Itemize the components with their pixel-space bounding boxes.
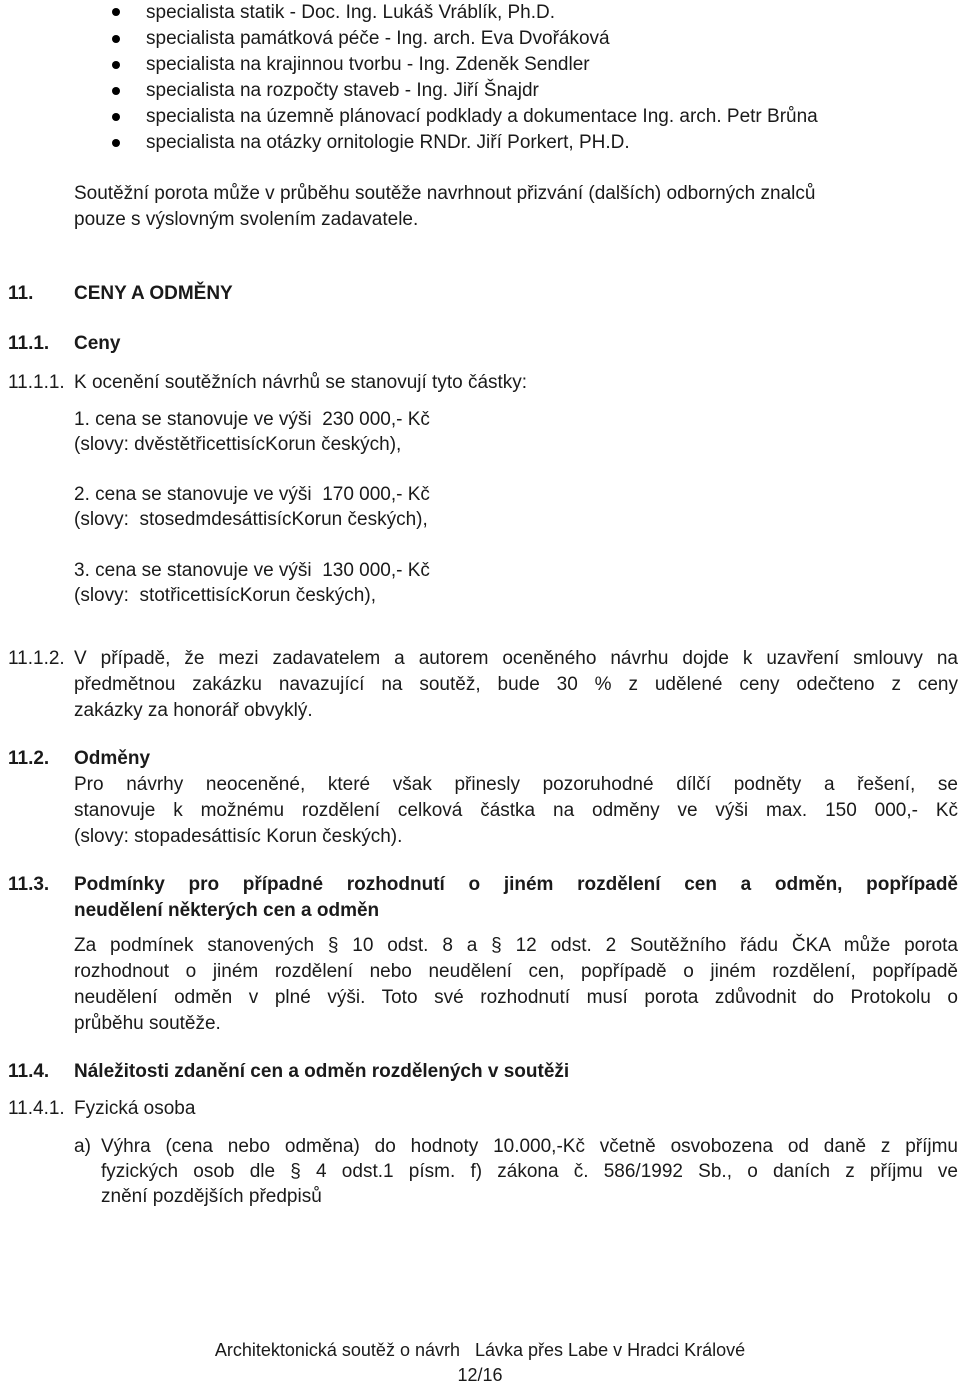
- section-number: 11.: [8, 283, 34, 304]
- list-item: specialista na krajinnou tvorbu - Ing. Zdeněk Sendler: [146, 54, 590, 75]
- porota-note-line2: pouze s výslovným svolením zadavatele.: [74, 209, 419, 230]
- list-item: specialista statik - Doc. Ing. Lukáš Vráblík, Ph.D.: [146, 2, 556, 23]
- paragraph-line: průběhu soutěže.: [74, 1013, 221, 1034]
- subsection-title: Náležitosti zdanění cen a odměn rozdělených v soutěži: [74, 1061, 570, 1082]
- prize-2-amount: 2. cena se stanovuje ve výši 170 000,- Kč: [74, 484, 430, 505]
- bullet-icon: [112, 8, 120, 16]
- porota-note-line1: Soutěžní porota může v průběhu soutěže navrhnout přizvání (dalších) odborných znalců: [74, 183, 816, 204]
- subsection-title: Odměny: [74, 748, 151, 769]
- clause-line: zakázky za honorář obvyklý.: [74, 700, 313, 721]
- bullet-icon: [112, 61, 120, 69]
- clause-title: Fyzická osoba: [74, 1098, 196, 1119]
- bullet-icon: [112, 35, 120, 43]
- clause-number: 11.1.2.: [8, 648, 65, 669]
- clause-number: 11.1.1.: [8, 372, 65, 393]
- section-title: CENY A ODMĚNY: [74, 283, 233, 304]
- bullet-icon: [112, 87, 120, 95]
- subsection-title-cont: neudělení některých cen a odměn: [74, 900, 380, 921]
- subsection-number: 11.1.: [8, 333, 50, 354]
- prize-3-amount: 3. cena se stanovuje ve výši 130 000,- Kč: [74, 560, 430, 581]
- clause-line: V případě, že mezi zadavatelem a autorem oceněného návrhu dojde k uzavření smlouvy na: [74, 648, 958, 669]
- prize-3-words: (slovy: stotřicettisícKorun českých),: [74, 585, 376, 606]
- subsection-title: Podmínky pro případné rozhodnutí o jiném rozdělení cen a odměn, popřípadě: [74, 874, 958, 895]
- paragraph-line: stanovuje k možnému rozdělení celková částka na odměny ve výši max. 150 000,- Kč: [74, 800, 958, 821]
- list-item-label: a): [74, 1136, 91, 1157]
- list-item-line: fyzických osob dle § 4 odst.1 písm. f) zákona č. 586/1992 Sb., o daních z příjmu ve: [101, 1161, 958, 1182]
- prize-1-amount: 1. cena se stanovuje ve výši 230 000,- Kč: [74, 409, 430, 430]
- bullet-icon: [112, 113, 120, 121]
- subsection-number: 11.4.: [8, 1061, 50, 1082]
- paragraph-line: (slovy: stopadesáttisíc Korun českých).: [74, 826, 403, 847]
- list-item-line: znění pozdějších předpisů: [101, 1186, 322, 1207]
- subsection-number: 11.3.: [8, 874, 50, 895]
- bullet-icon: [112, 139, 120, 147]
- paragraph-line: Pro návrhy neoceněné, které však přinesly pozoruhodné dílčí podněty a řešení, se: [74, 774, 958, 795]
- prize-1-words: (slovy: dvěstětřicettisícKorun českých),: [74, 434, 402, 455]
- subsection-number: 11.2.: [8, 748, 50, 769]
- list-item: specialista na otázky ornitologie RNDr. Jiří Porkert, PH.D.: [146, 132, 630, 153]
- paragraph-line: neudělení odměn v plné výši. Toto své rozhodnutí musí porota zdůvodnit do Protokolu o: [74, 987, 958, 1008]
- clause-number: 11.4.1.: [8, 1098, 65, 1119]
- paragraph-line: Za podmínek stanovených § 10 odst. 8 a § 12 odst. 2 Soutěžního řádu ČKA může porota: [74, 935, 958, 956]
- subsection-title: Ceny: [74, 333, 121, 354]
- page-number: 12/16: [457, 1365, 503, 1385]
- clause-line: předmětnou zakázku navazující na soutěž, bude 30 % z udělené ceny odečteno z ceny: [74, 674, 958, 695]
- clause-text: K ocenění soutěžních návrhů se stanovují tyto částky:: [74, 372, 528, 393]
- footer-title: Architektonická soutěž o návrh Lávka přes Labe v Hradci Králové: [214, 1340, 746, 1360]
- list-item: specialista na územně plánovací podklady a dokumentace Ing. arch. Petr Brůna: [146, 106, 818, 127]
- list-item-line: Výhra (cena nebo odměna) do hodnoty 10.000,-Kč včetně osvobozena od daně z příjmu: [101, 1136, 958, 1157]
- list-item: specialista na rozpočty staveb - Ing. Jiří Šnajdr: [146, 80, 539, 101]
- list-item: specialista památková péče - Ing. arch. Eva Dvořáková: [146, 28, 610, 49]
- prize-2-words: (slovy: stosedmdesáttisícKorun českých),: [74, 509, 428, 530]
- paragraph-line: rozhodnout o jiném rozdělení nebo neudělení cen, popřípadě o jiném rozdělení, popřípadě: [74, 961, 958, 982]
